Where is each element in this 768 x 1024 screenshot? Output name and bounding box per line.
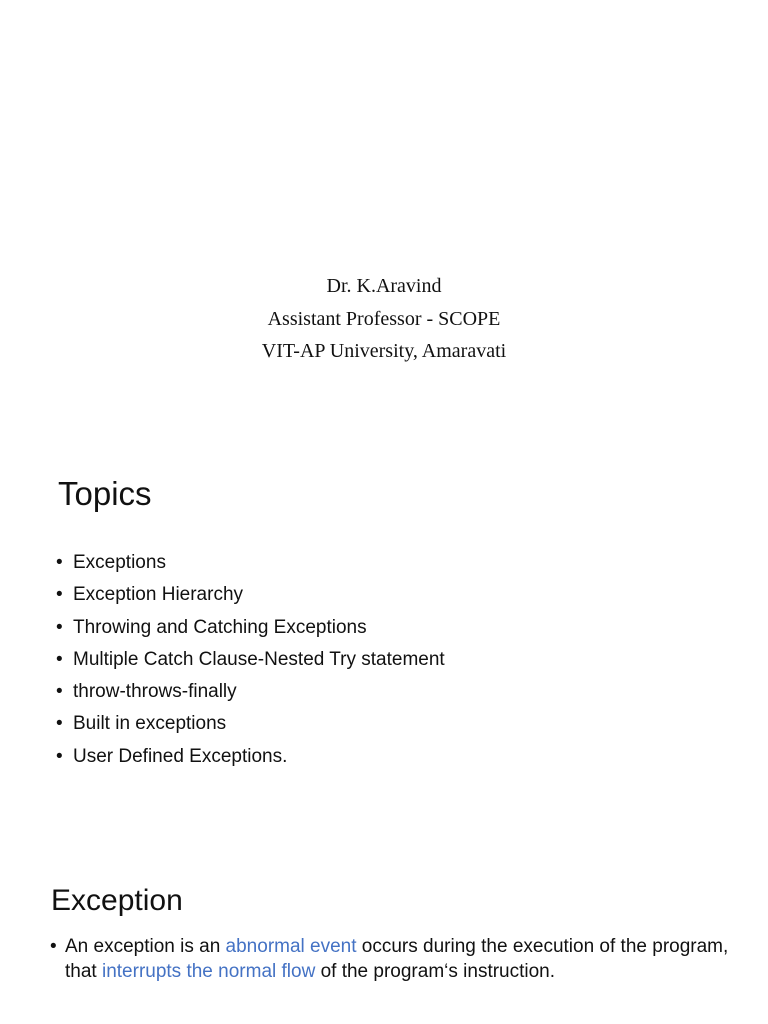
topic-label: Throwing and Catching Exceptions [73,616,367,638]
bullet-icon: • [56,616,63,638]
bullet-icon: • [56,745,63,767]
title-slide [0,0,768,432]
author-role: Assistant Professor - SCOPE [267,307,501,330]
author-affiliation: VIT-AP University, Amaravati [261,340,507,362]
list-item [56,547,445,579]
bullet-icon: • [56,713,63,735]
bullet-icon: • [56,681,63,703]
definition-text: occurs during the execution of the program, that [65,936,729,982]
exception-slide [0,860,768,1024]
topics-slide [0,432,768,792]
bullet-icon: • [50,936,57,957]
topic-label: User Defined Exceptions. [73,745,288,767]
highlight-abnormal-event: abnormal event [225,936,357,957]
bullet-icon: • [56,552,63,573]
list-item [56,579,445,611]
bullet-icon: • [56,648,63,670]
exception-definition [50,934,745,984]
list-item [56,644,445,676]
highlight-interrupts-flow: interrupts the normal flow [101,961,316,982]
topic-label: Exceptions [73,552,166,573]
author-name: Dr. K.Aravind [326,275,442,297]
topics-list [56,547,445,773]
list-item [56,612,445,644]
bullet-icon: • [56,584,63,606]
topics-title: Topics [58,475,152,512]
list-item [56,741,445,773]
topic-label: throw-throws-finally [73,681,237,703]
topic-label: Exception Hierarchy [73,584,244,606]
definition-text: of the program‘s instruction. [315,961,556,982]
list-item [56,676,445,708]
author-block [0,270,768,368]
list-item [56,708,445,740]
topic-label: Multiple Catch Clause-Nested Try statement [73,648,445,670]
topic-label: Built in exceptions [73,713,227,735]
exception-title: Exception [51,884,183,917]
definition-text: An exception is an [65,936,226,957]
